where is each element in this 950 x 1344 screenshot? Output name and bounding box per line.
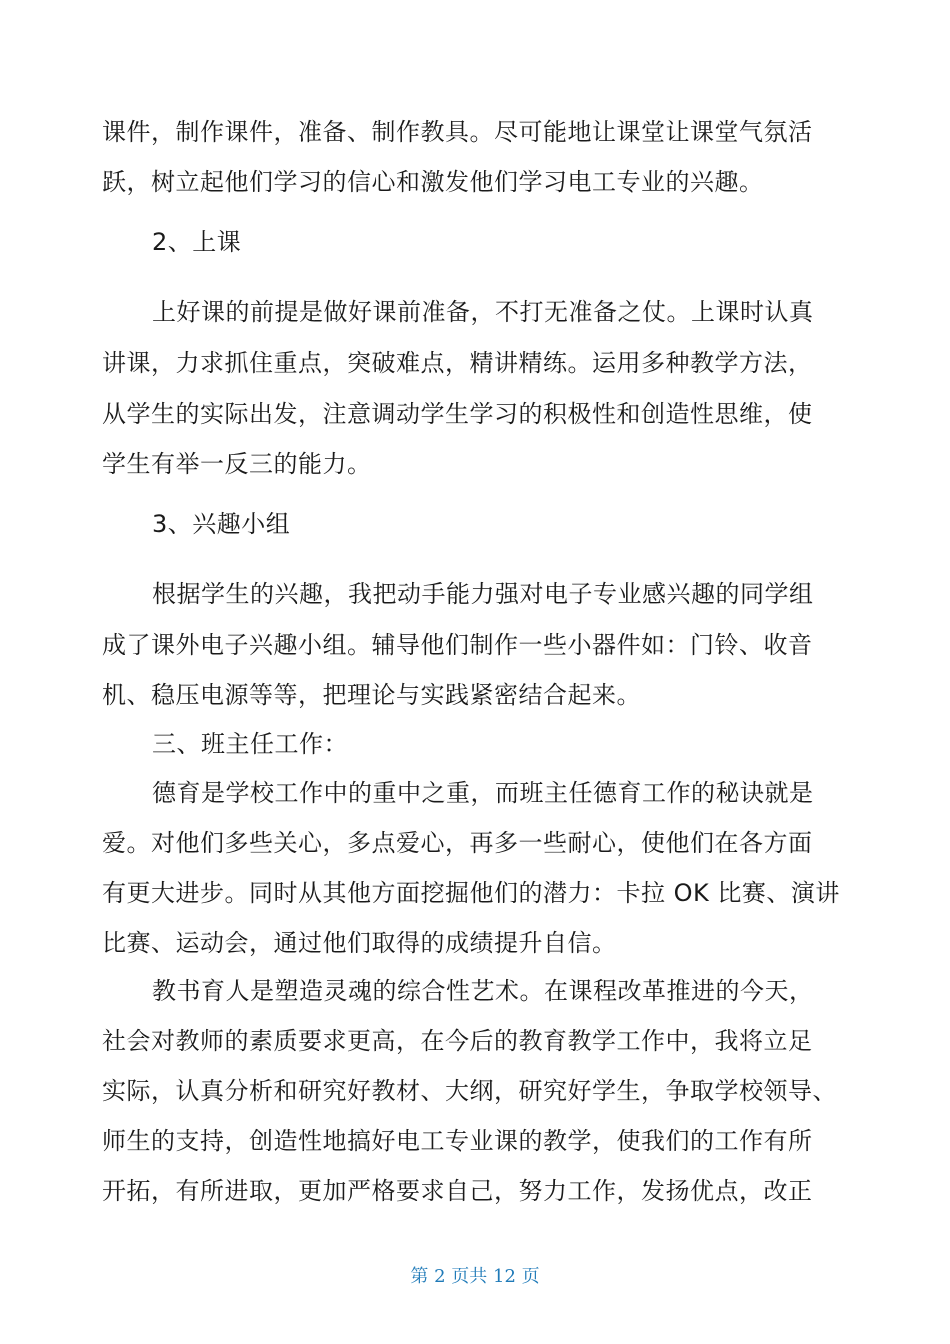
text-line: 比赛、运动会，通过他们取得的成绩提升自信。 [102, 929, 617, 957]
section-heading: 三、班主任工作： [152, 730, 348, 758]
section-heading: 2、上课 [152, 228, 242, 256]
text-line: 德育是学校工作中的重中之重，而班主任德育工作的秘诀就是 [152, 779, 814, 807]
text-line: 爱。对他们多些关心，多点爱心，再多一些耐心，使他们在各方面 [102, 829, 813, 857]
text-line: 机、稳压电源等等，把理论与实践紧密结合起来。 [102, 681, 641, 709]
text-line: 实际，认真分析和研究好教材、大纲，研究好学生，争取学校领导、 [102, 1077, 837, 1105]
text-line: 成了课外电子兴趣小组。辅导他们制作一些小器件如：门铃、收音 [102, 631, 813, 659]
page-number-footer: 第 2 页共 12 页 [410, 1266, 540, 1287]
text-line: 跃，树立起他们学习的信心和激发他们学习电工专业的兴趣。 [102, 168, 764, 196]
text-line: 课件，制作课件，准备、制作教具。尽可能地让课堂让课堂气氛活 [102, 118, 813, 146]
text-line: 师生的支持，创造性地搞好电工专业课的教学，使我们的工作有所 [102, 1127, 813, 1155]
text-line: 社会对教师的素质要求更高，在今后的教育教学工作中，我将立足 [102, 1027, 813, 1055]
text-line: 开拓，有所进取，更加严格要求自己，努力工作，发扬优点，改正 [102, 1177, 813, 1205]
text-line: 有更大进步。同时从其他方面挖掘他们的潜力：卡拉 OK 比赛、演讲 [102, 879, 840, 907]
section-heading: 3、兴趣小组 [152, 510, 291, 538]
text-line: 根据学生的兴趣，我把动手能力强对电子专业感兴趣的同学组 [152, 580, 814, 608]
text-line: 学生有举一反三的能力。 [102, 450, 372, 478]
text-line: 上好课的前提是做好课前准备，不打无准备之仗。上课时认真 [152, 298, 814, 326]
text-line: 从学生的实际出发，注意调动学生学习的积极性和创造性思维，使 [102, 400, 813, 428]
text-line: 讲课，力求抓住重点，突破难点，精讲精练。运用多种教学方法， [102, 349, 813, 377]
text-line: 教书育人是塑造灵魂的综合性艺术。在课程改革推进的今天， [152, 977, 814, 1005]
